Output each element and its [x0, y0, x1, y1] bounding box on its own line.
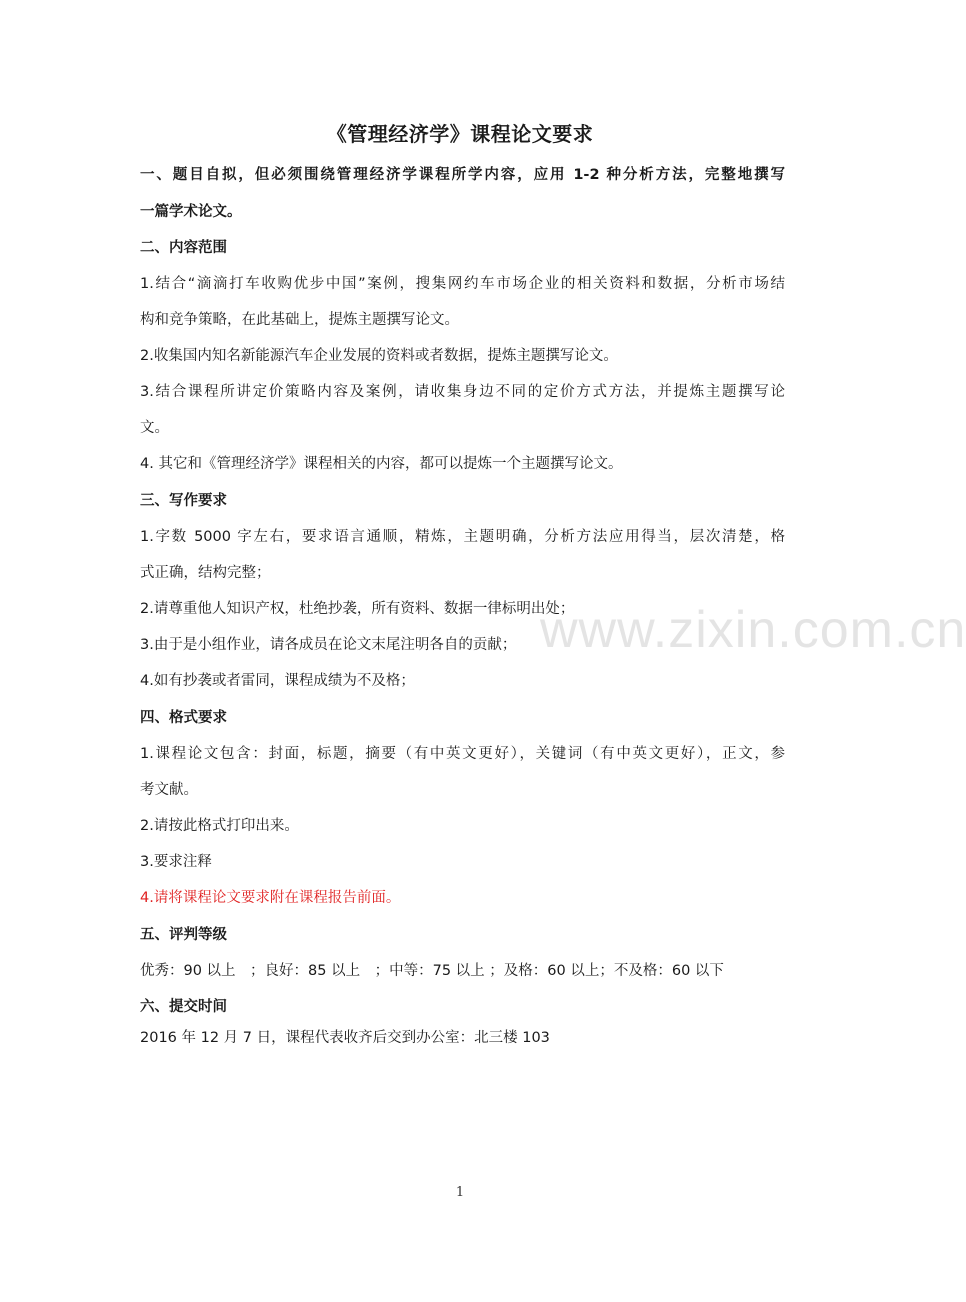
grading-scale: 优秀：90 以上 ；良好：85 以上 ；中等：75 以上 ；及格：60 以上；不及格：60 以下	[140, 963, 724, 979]
section-2-heading: 二、内容范围	[140, 240, 227, 256]
document-title: 《管理经济学》课程论文要求	[326, 122, 594, 146]
content-item-1-line-1: 1.结合“滴滴打车收购优步中国”案例，搜集网约车市场企业的相关资料和数据，分析市场结	[140, 276, 785, 292]
section-6-heading: 六、提交时间	[140, 999, 227, 1015]
section-4-heading: 四、格式要求	[140, 710, 227, 726]
section-1-line-1: 一、题目自拟，但必须围绕管理经济学课程所学内容，应用 1-2 种分析方法，完整地撰写	[140, 167, 785, 183]
format-item-1-line-2: 考文献。	[140, 782, 198, 798]
section-1-line-2: 一篇学术论文。	[140, 204, 242, 220]
page-number: 1	[455, 1185, 465, 1200]
section-3-heading: 三、写作要求	[140, 493, 227, 509]
format-item-2: 2.请按此格式打印出来。	[140, 818, 299, 834]
writing-item-1-line-1: 1.字数 5000 字左右，要求语言通顺，精炼，主题明确，分析方法应用得当，层次清楚，格	[140, 529, 785, 545]
writing-item-3: 3.由于是小组作业，请各成员在论文末尾注明各自的贡献；	[140, 637, 517, 653]
content-item-2: 2.收集国内知名新能源汽车企业发展的资料或者数据，提炼主题撰写论文。	[140, 348, 618, 364]
format-item-4-highlight: 4.请将课程论文要求附在课程报告前面。	[140, 890, 401, 906]
content-item-1-line-2: 构和竞争策略，在此基础上，提炼主题撰写论文。	[140, 312, 459, 328]
content-item-3-line-2: 文。	[140, 420, 169, 436]
watermark: www.zixin.com.cn	[540, 601, 966, 659]
format-item-1-line-1: 1.课程论文包含：封面，标题，摘要（有中英文更好），关键词（有中英文更好），正文，参	[140, 746, 785, 762]
writing-item-4: 4.如有抄袭或者雷同，课程成绩为不及格；	[140, 673, 415, 689]
submission-time: 2016 年 12 月 7 日，课程代表收齐后交到办公室：北三楼 103	[140, 1030, 550, 1046]
content-item-4: 4. 其它和《管理经济学》课程相关的内容，都可以提炼一个主题撰写论文。	[140, 456, 623, 472]
format-item-3: 3.要求注释	[140, 854, 212, 870]
writing-item-1-line-2: 式正确，结构完整；	[140, 565, 271, 581]
section-5-heading: 五、评判等级	[140, 927, 227, 943]
writing-item-2: 2.请尊重他人知识产权，杜绝抄袭，所有资料、数据一律标明出处；	[140, 601, 575, 617]
content-item-3-line-1: 3.结合课程所讲定价策略内容及案例，请收集身边不同的定价方式方法，并提炼主题撰写论	[140, 384, 785, 400]
